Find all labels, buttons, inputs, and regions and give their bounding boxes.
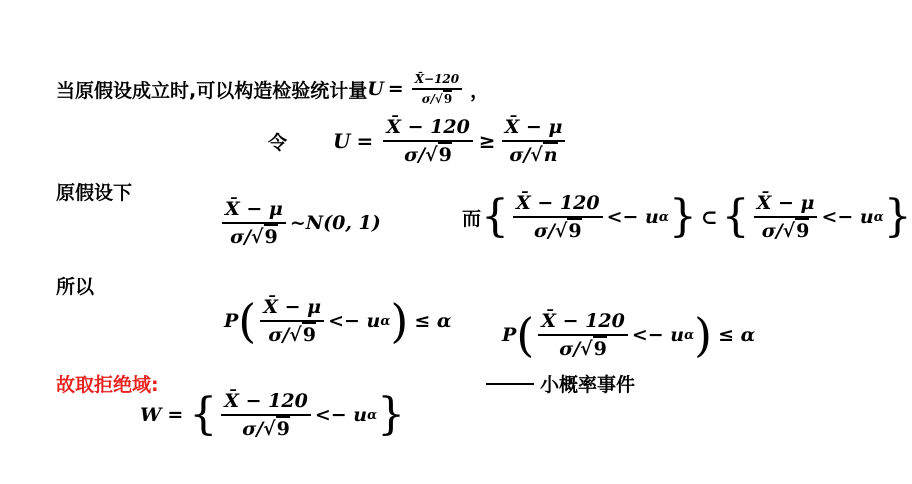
alpha-subscript: α <box>873 209 884 225</box>
equals-sign: = <box>356 129 374 153</box>
alpha-subscript: α <box>684 327 695 343</box>
sqrt-nine: 9 <box>438 144 452 166</box>
standardized-fraction <box>260 296 324 346</box>
small-probability-label: 小概率事件 <box>540 374 636 396</box>
sqrt-nine: 9 <box>443 92 453 106</box>
fraction-numerator: X̄ − 120 <box>538 310 628 336</box>
distribution-line <box>218 198 381 248</box>
sqrt-nine: 9 <box>302 324 316 346</box>
comma: ， <box>470 79 490 102</box>
fraction-numerator: X̄ − μ <box>754 192 818 218</box>
less-than-neg-u: <− u <box>328 310 381 332</box>
fraction-denominator: σ/√9 <box>268 324 316 346</box>
statistic-fraction <box>383 116 473 166</box>
fraction-numerator: X̄ − μ <box>222 198 286 224</box>
left-brace: { <box>721 191 750 242</box>
sigma-over: σ/ <box>509 144 531 166</box>
probability-inequality-right <box>502 310 755 360</box>
right-brace: } <box>668 191 697 242</box>
subset-sign: ⊂ <box>700 205 718 229</box>
left-brace: { <box>189 389 218 440</box>
sigma-over: σ/ <box>421 92 435 106</box>
sqrt-nine: 9 <box>796 220 810 242</box>
hypothesis-statement-text: 当原假设成立时,可以构造检验统计量 <box>56 79 368 102</box>
sqrt-nine: 9 <box>264 226 278 248</box>
statistic-fraction <box>513 192 603 242</box>
leq-alpha: ≤ α <box>414 310 452 332</box>
small-probability-note <box>486 370 635 397</box>
dash-rule <box>486 383 534 385</box>
standardized-fraction <box>754 192 818 242</box>
less-than-neg-u: <− u <box>606 206 659 228</box>
hypothesis-statement-line <box>56 72 489 106</box>
fraction-numerator: X̄−120 <box>412 72 462 90</box>
and-label: 而 <box>462 207 482 230</box>
fraction-denominator: σ/√9 <box>404 144 452 166</box>
fraction-denominator: σ/√9 <box>230 226 278 248</box>
rejection-region-formula <box>140 390 405 440</box>
right-paren: ) <box>390 294 409 348</box>
left-paren: ( <box>238 294 257 348</box>
leq-alpha: ≤ α <box>718 324 756 346</box>
fraction-numerator: X̄ − μ <box>260 296 324 322</box>
normal-distribution: ~N(0, 1) <box>289 212 381 234</box>
fraction-numerator: X̄ − μ <box>502 116 566 142</box>
sigma-over: σ/ <box>404 144 426 166</box>
sqrt-nine: 9 <box>276 418 290 440</box>
fraction-denominator: σ/√n <box>509 144 558 166</box>
fraction-numerator: X̄ − 120 <box>221 390 311 416</box>
probability-inequality-left <box>224 296 451 346</box>
statistic-definition-line <box>268 116 569 166</box>
fraction-denominator: σ/√9 <box>533 220 582 242</box>
fraction-denominator: σ/√9 <box>242 418 290 440</box>
statistic-symbol-u: U <box>333 129 351 153</box>
statistic-symbol-u: U <box>367 78 384 100</box>
event-inclusion-line <box>462 192 912 242</box>
equals-sign: = <box>387 78 404 100</box>
statistic-fraction-small <box>412 72 462 106</box>
sigma-over: σ/ <box>559 338 581 360</box>
region-symbol-w: W <box>140 404 162 426</box>
equals-sign: = <box>167 404 184 426</box>
sqrt-nine: 9 <box>593 338 607 360</box>
under-null-label: 原假设下 <box>56 182 133 204</box>
left-brace: { <box>481 191 510 242</box>
right-brace: } <box>377 389 406 440</box>
sqrt-nine: 9 <box>568 220 582 242</box>
fraction-denominator: σ/√9 <box>421 92 453 106</box>
probability-symbol: P <box>224 310 239 332</box>
sigma-over: σ/ <box>533 220 555 242</box>
fraction-denominator: σ/√9 <box>761 220 810 242</box>
left-paren: ( <box>516 308 535 362</box>
fraction-numerator: X̄ − 120 <box>383 116 473 142</box>
less-than-neg-u: <− u <box>821 206 874 228</box>
right-paren: ) <box>694 308 713 362</box>
sigma-over: σ/ <box>242 418 264 440</box>
alpha-subscript: α <box>380 313 391 329</box>
statistic-fraction <box>538 310 628 360</box>
sigma-over: σ/ <box>230 226 252 248</box>
therefore-label: 所以 <box>56 276 95 298</box>
less-than-neg-u: <− u <box>314 404 368 426</box>
fraction-numerator: X̄ − 120 <box>513 192 603 218</box>
fraction-denominator: σ/√9 <box>559 338 607 360</box>
right-brace: } <box>883 191 912 242</box>
alpha-subscript: α <box>367 407 378 423</box>
statistic-fraction <box>221 390 311 440</box>
let-label: 令 <box>268 131 288 154</box>
rejection-region-label: 故取拒绝域: <box>56 374 159 396</box>
standardized-fraction <box>222 198 286 248</box>
less-than-neg-u: <− u <box>631 324 685 346</box>
standardized-fraction <box>502 116 566 166</box>
probability-symbol: P <box>502 324 517 346</box>
alpha-subscript: α <box>658 209 669 225</box>
sigma-over: σ/ <box>268 324 290 346</box>
sigma-over: σ/ <box>761 220 783 242</box>
sqrt-n: n <box>543 144 558 166</box>
geq-sign: ≥ <box>478 129 496 153</box>
